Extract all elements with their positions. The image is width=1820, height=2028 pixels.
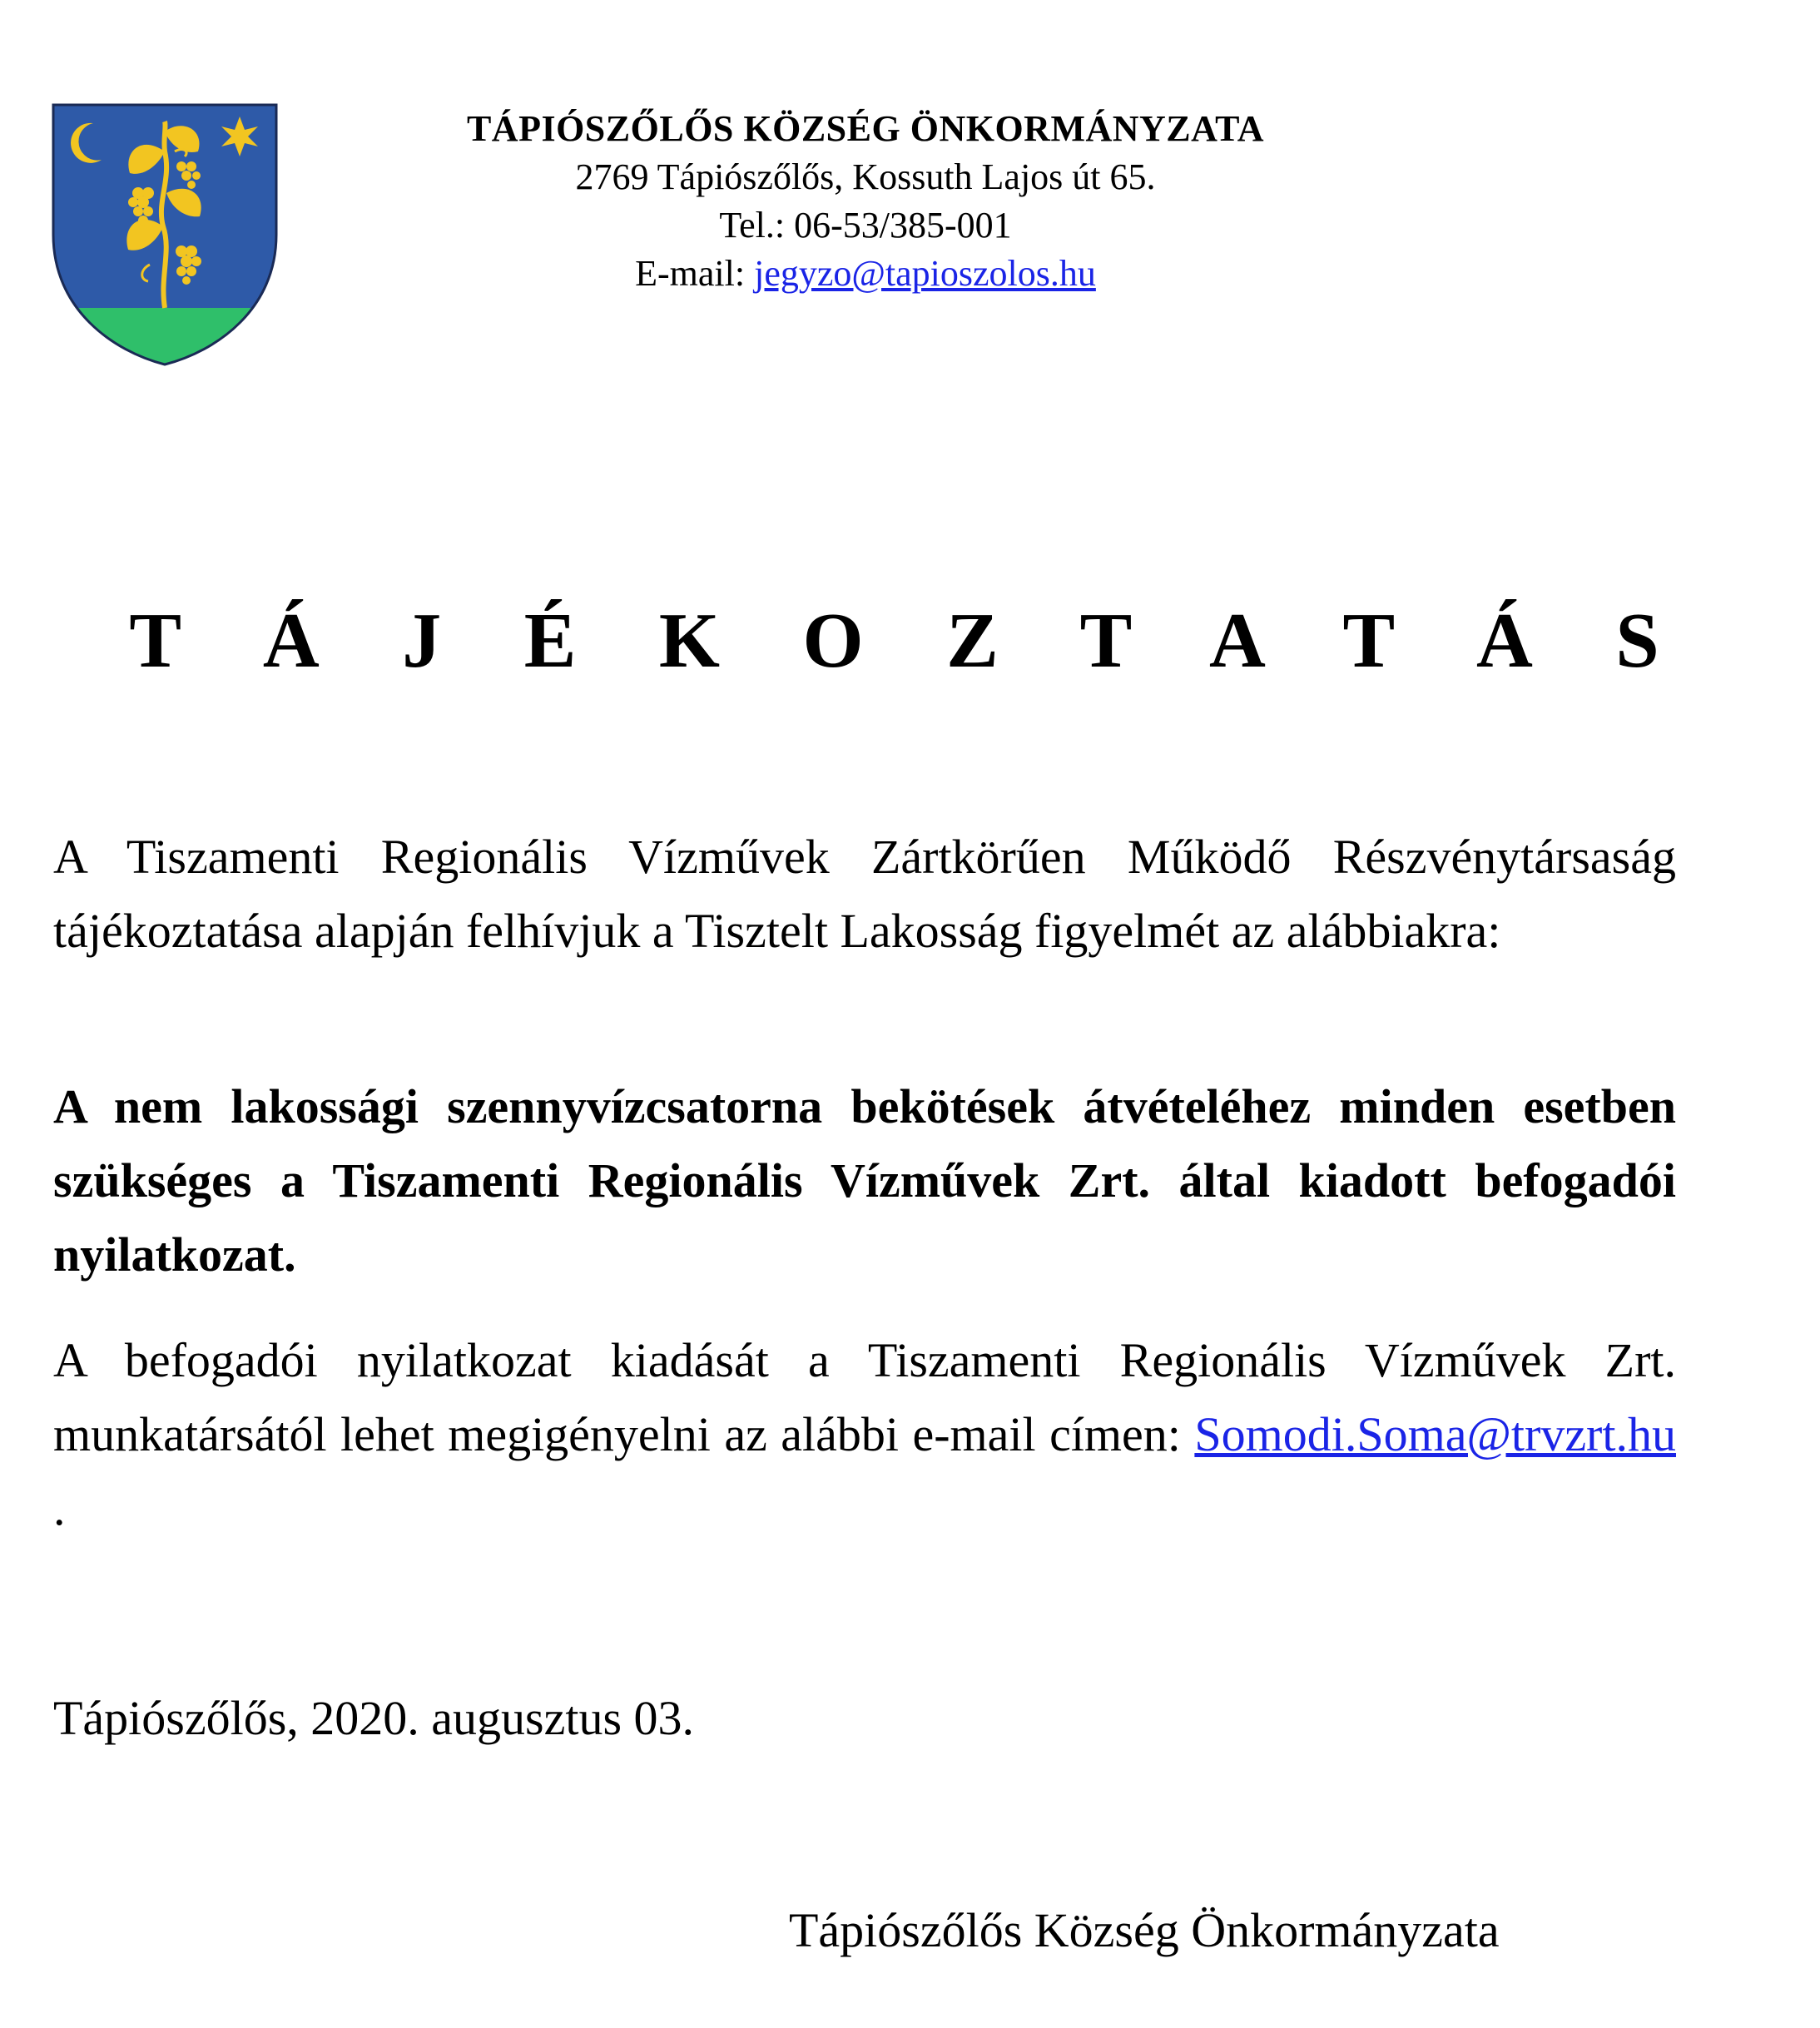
body-paragraph-2-bold: A nem lakossági szennyvízcsatorna bekötések átvételéhez minden esetben szükséges a Tiszamenti Regionális Vízművek Zrt. által kiadott befogadói nyilatkozat. — [53, 1079, 1676, 1282]
body-paragraph-3-end: . — [53, 1481, 66, 1535]
signature-block: Tápiószőlős Község Önkormányzata — [789, 1903, 1500, 1957]
body-paragraph-3-text: A befogadói nyilatkozat kiadását a Tiszamenti Regionális Vízművek Zrt. munkatársától lehet megigényelni az alábbi e-mail címen: — [53, 1333, 1676, 1461]
body-paragraph-1: A Tiszamenti Regionális Vízművek Zártkörűen Működő Részvénytársaság tájékoztatása alapján felhívjuk a Tisztelt Lakosság figyelmét az alábbiakra: — [53, 830, 1676, 958]
document-title: T Á J É K O Z T A T Á S — [129, 597, 1691, 684]
contact-email-link[interactable]: Somodi.Soma@trvzrt.hu — [1194, 1407, 1676, 1461]
organization-address: 2769 Tápiószőlős, Kossuth Lajos út 65. — [575, 156, 1156, 197]
organization-name: TÁPIÓSZŐLŐS KÖZSÉG ÖNKORMÁNYZATA — [466, 108, 1265, 149]
organization-phone: Tel.: 06-53/385-001 — [719, 205, 1012, 245]
organization-email-link[interactable]: jegyzo@tapioszolos.hu — [754, 253, 1096, 294]
letterhead — [466, 105, 1265, 298]
document-date: Tápiószőlős, 2020. augusztus 03. — [53, 1691, 695, 1745]
organization-email-line — [466, 250, 1265, 298]
coat-of-arms-icon — [50, 102, 280, 368]
body-paragraph-3 — [53, 1323, 1676, 1545]
email-label: E-mail: — [635, 253, 755, 294]
